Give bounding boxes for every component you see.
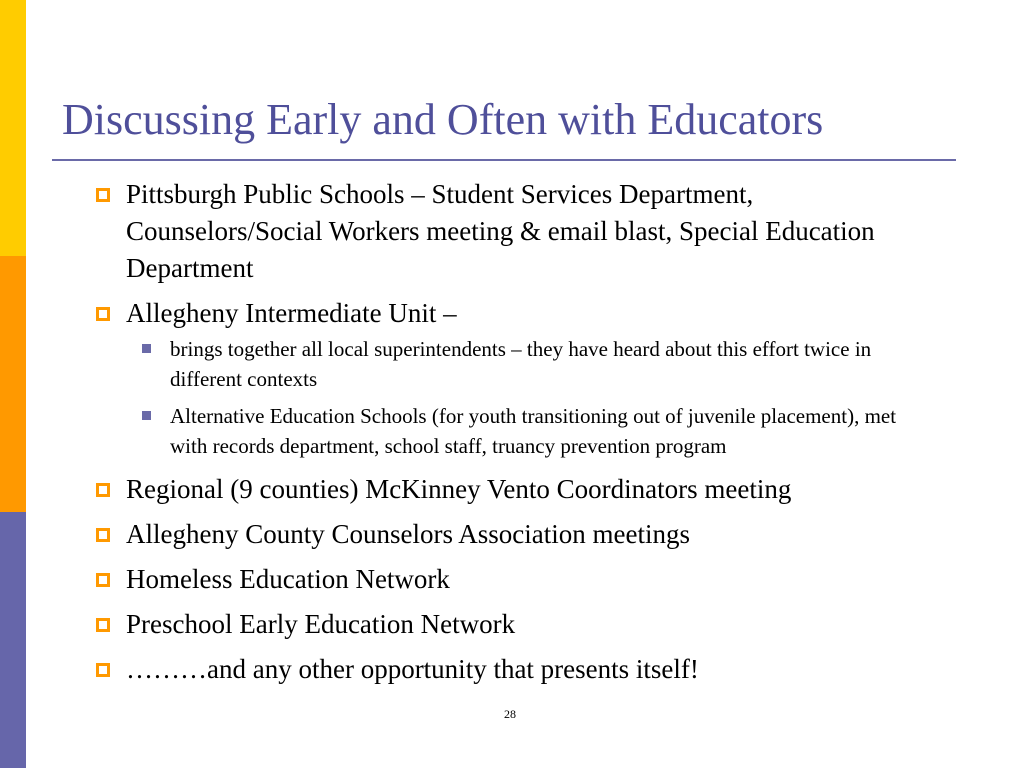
bullet-item [90, 651, 920, 688]
side-bar-orange-segment [0, 256, 26, 512]
bullet-text: Preschool Early Education Network [126, 609, 516, 639]
bullet-item [90, 561, 920, 598]
bullet-text: Allegheny Intermediate Unit – [126, 298, 457, 328]
sub-bullet-text: brings together all local superintendents – they have heard about this effort twice in different contexts [170, 337, 872, 391]
filled-square-bullet-icon [142, 344, 151, 353]
square-bullet-icon [96, 188, 110, 202]
square-bullet-icon [96, 307, 110, 321]
title-underline [52, 159, 956, 161]
sub-bullet-item [90, 401, 920, 461]
bullet-item [90, 606, 920, 643]
square-bullet-icon [96, 528, 110, 542]
sub-bullet-text: Alternative Education Schools (for youth transitioning out of juvenile placement), met with records department, school staff, truancy prevention program [170, 404, 897, 458]
side-bar-purple-segment [0, 512, 26, 768]
filled-square-bullet-icon [142, 411, 151, 420]
bullet-text: ………and any other opportunity that presents itself! [126, 654, 699, 684]
bullet-item [90, 176, 920, 287]
square-bullet-icon [96, 663, 110, 677]
bullet-text: Pittsburgh Public Schools – Student Services Department, Counselors/Social Workers meeting & email blast, Special Education Department [126, 179, 875, 283]
bullet-text: Homeless Education Network [126, 564, 450, 594]
slide-number: 28 [504, 707, 516, 721]
bullet-text: Allegheny County Counselors Association meetings [126, 519, 690, 549]
bullet-text: Regional (9 counties) McKinney Vento Coordinators meeting [126, 474, 792, 504]
square-bullet-icon [96, 573, 110, 587]
bullet-list [90, 176, 920, 696]
bullet-item [90, 516, 920, 553]
bullet-item [90, 295, 920, 332]
square-bullet-icon [96, 483, 110, 497]
side-bar-yellow-segment [0, 0, 26, 256]
bullet-item [90, 471, 920, 508]
square-bullet-icon [96, 618, 110, 632]
slide-title: Discussing Early and Often with Educators [62, 95, 824, 144]
sub-bullet-item [90, 334, 920, 394]
side-color-bar [0, 0, 26, 768]
